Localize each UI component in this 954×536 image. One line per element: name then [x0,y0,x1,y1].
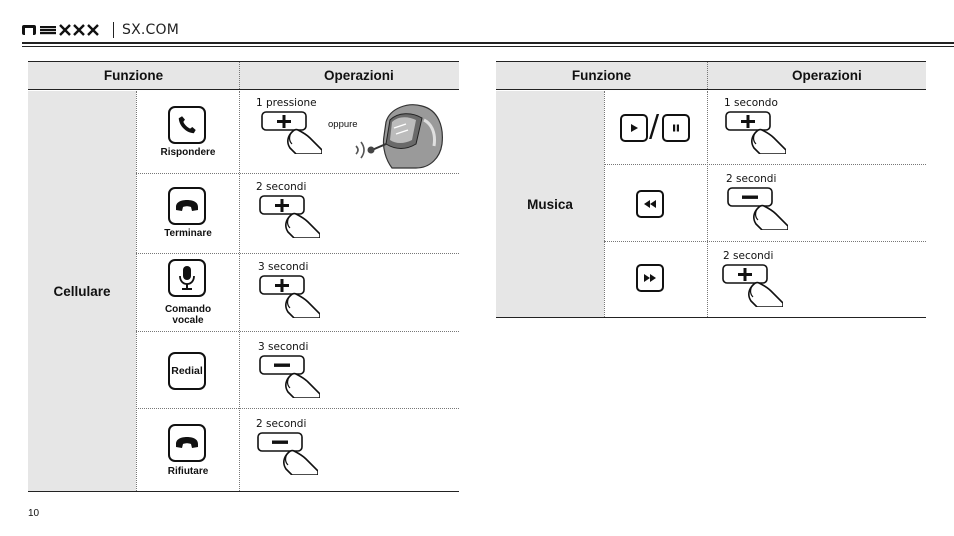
operation-text: 3 secondi [258,261,309,273]
label-rifiutare: Rifiutare [167,466,209,477]
label-comando-vocale [138,304,238,326]
col-function: Funzione [103,68,164,83]
oppure-text: oppure [328,119,358,130]
col-operations: Operazioni [239,62,459,89]
pause-icon [662,114,690,142]
category-cellulare: Cellulare [28,91,136,491]
operation-text: 1 secondo [724,97,778,109]
header-rule [22,42,954,44]
microphone-icon [168,259,206,297]
category-musica: Musica [496,91,604,317]
plus-button-press [719,263,783,307]
play-icon [620,114,648,142]
slash-separator: / [649,109,660,144]
page-number: 10 [28,508,40,519]
header [22,18,179,42]
minus-button-press [724,186,788,230]
plus-button-press [722,110,786,154]
col-operations: Operazioni [707,62,926,89]
nexx-logo [22,24,106,36]
plus-button-press [256,194,320,238]
minus-button-press [256,354,320,398]
phone-reject-icon [168,424,206,462]
rewind-icon [636,190,664,218]
phone-hangup-icon [168,187,206,225]
operation-text: 3 secondi [258,341,309,353]
redial-icon-text: Redial [171,365,203,377]
helmet-voice-icon [346,100,458,172]
plus-button-press [258,110,322,154]
col-function: Funzione [571,68,632,83]
label-line: Comando [164,304,212,315]
header-rule-thin [22,46,954,47]
fast-forward-icon [636,264,664,292]
plus-button-press [256,274,320,318]
cellulare-table [28,61,459,491]
operation-text: 1 pressione [256,97,317,109]
label-terminare: Terminare [164,228,212,239]
operation-text: 2 secondi [726,173,777,185]
header-separator [113,22,114,38]
label-rispondere: Rispondere [160,147,216,158]
minus-button-press [254,431,318,475]
operation-text: 2 secondi [723,250,774,262]
brand-name: SX.COM [122,22,180,38]
label-line: vocale [172,315,204,326]
redial-icon [168,352,206,390]
operation-text: 2 secondi [256,181,307,193]
operation-text: 2 secondi [256,418,307,430]
phone-answer-icon [168,106,206,144]
musica-table [496,61,926,317]
